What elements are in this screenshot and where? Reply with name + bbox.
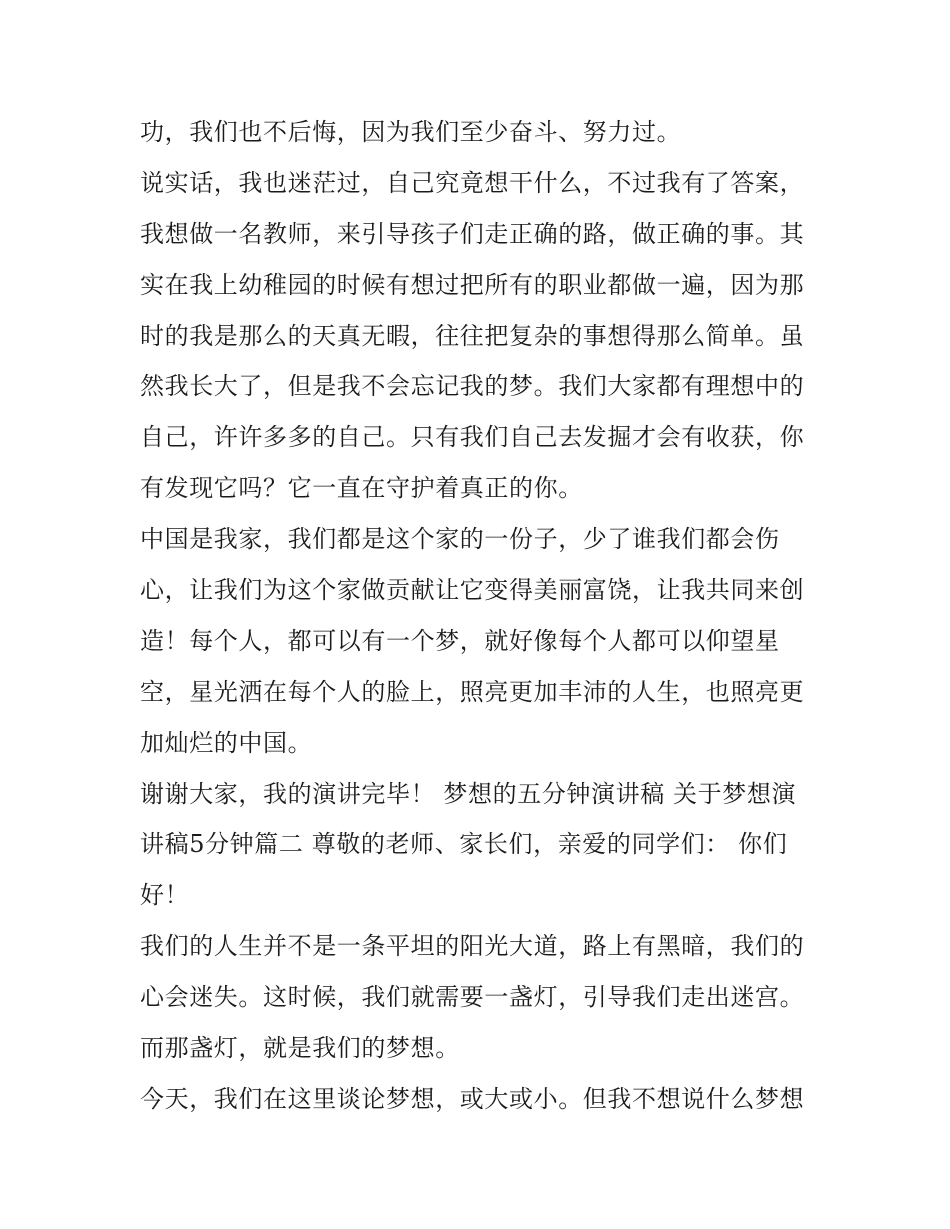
document-body — [140, 107, 820, 1125]
text-line: 今天，我们在这里谈论梦想，或大或小。但我不想说什么梦想 — [140, 1084, 805, 1113]
text-line: 我们的人生并不是一条平坦的阳光大道，路上有黑暗，我们的 — [140, 932, 805, 961]
text-line: 加灿烂的中国。 — [140, 728, 313, 757]
text-line: 然我长大了，但是我不会忘记我的梦。我们大家都有理想中的 — [140, 372, 805, 401]
text-line: 空，星光洒在每个人的脸上，照亮更加丰沛的人生，也照亮更 — [140, 677, 805, 706]
text-line: 我想做一名教师，来引导孩子们走正确的路，做正确的事。其 — [140, 219, 805, 248]
text-line: 心会迷失。这时候，我们就需要一盏灯，引导我们走出迷宫。 — [140, 983, 805, 1012]
text-line: 自己，许许多多的自己。只有我们自己去发掘才会有收获，你 — [140, 423, 805, 452]
text-line: 讲稿5分钟篇二 尊敬的老师、家长们，亲爱的同学们： 你们 — [140, 830, 788, 859]
text-line: 实在我上幼稚园的时候有想过把所有的职业都做一遍，因为那 — [140, 270, 805, 299]
text-line: 中国是我家，我们都是这个家的一份子，少了谁我们都会伤 — [140, 525, 780, 554]
text-line: 有发现它吗？它一直在守护着真正的你。 — [140, 474, 583, 503]
text-line: 造！每个人，都可以有一个梦，就好像每个人都可以仰望星 — [140, 626, 780, 655]
text-line: 时的我是那么的天真无暇，往往把复杂的事想得那么简单。虽 — [140, 321, 805, 350]
text-line: 功，我们也不后悔，因为我们至少奋斗、努力过。 — [140, 118, 682, 146]
text-line: 而那盏灯，就是我们的梦想。 — [140, 1034, 460, 1063]
text-line: 说实话，我也迷茫过，自己究竟想干什么，不过我有了答案， — [140, 168, 805, 197]
text-line: 谢谢大家，我的演讲完毕！ 梦想的五分钟演讲稿 关于梦想演 — [140, 779, 797, 808]
text-line: 好！ — [140, 881, 190, 910]
text-line: 心，让我们为这个家做贡献让它变得美丽富饶，让我共同来创 — [140, 576, 805, 605]
